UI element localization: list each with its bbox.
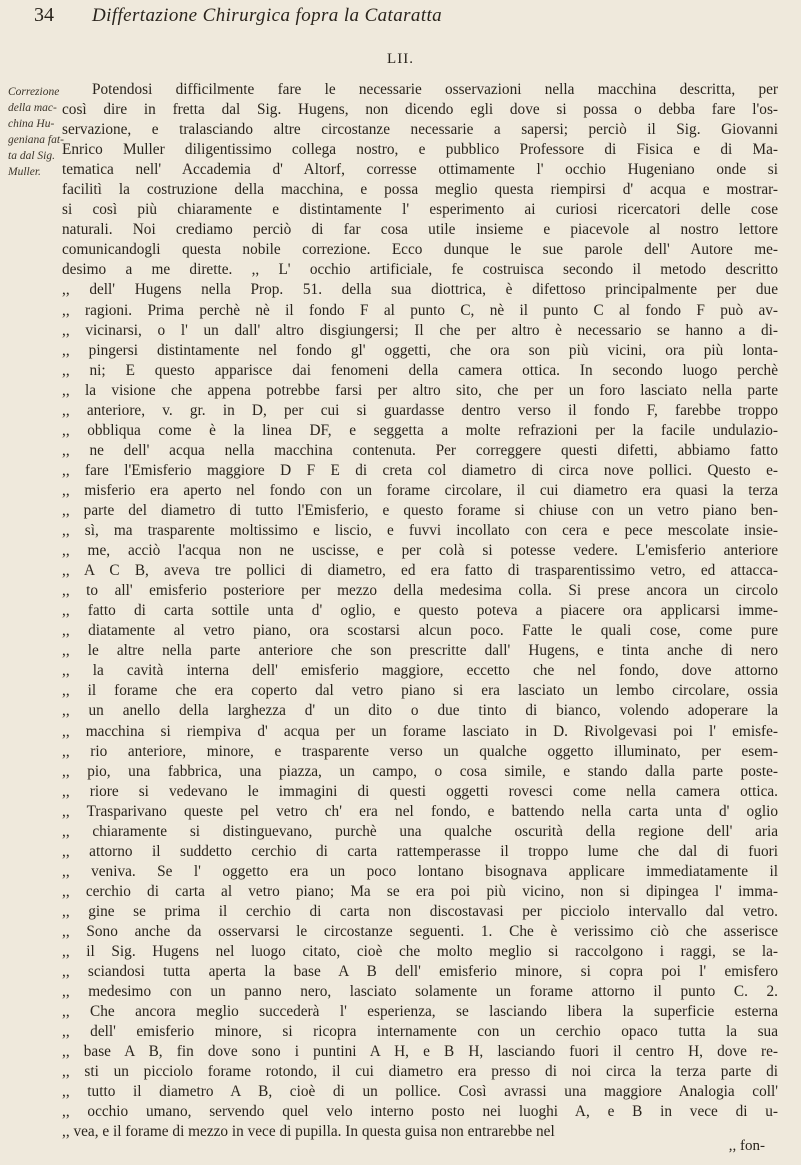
text-line: ,, cerchio di carta al vetro piano; Ma se era poi più vicino, non si dipingea l' imma- (62, 882, 778, 900)
text-line: ,, sì, ma trasparente moltissimo e liscio, e fuvvi incollato con cera e pece mescolate insie- (62, 522, 778, 540)
text-line: ,, gine se prima il cerchio di carta non discostavasi per picciolo intervallo dal vetro. (62, 902, 778, 920)
text-line: Potendosi difficilmente fare le necessarie osservazioni nella macchina descritta, per (92, 81, 778, 98)
text-line: ,, la visione che appena potrebbe farsi per altro sito, che per un foro lasciato nella parte (62, 381, 778, 399)
text-line: si così più chiaramente e distintamente l' esperimento ai curiosi ricercatori delle cose (62, 201, 778, 219)
text-line: comunicandogli questa nobile correzione. Ecco dunque le sue parole dell' Autore me- (62, 241, 778, 259)
text-line: desimo a me dirette. ,, L' occhio artificiale, fe costruisca secondo il metodo descritto (62, 261, 778, 279)
text-line: ,, Sono anche da osservarsi le circostanze seguenti. 1. Che è verissimo ciò che asserisce (62, 922, 778, 940)
text-line: così dire in fretta dal Sig. Hugens, non dicendo egli dove si possa o debba fare l'os- (62, 101, 778, 119)
text-line: ,, vea, e il forame di mezzo in vece di pupilla. In questa guisa non entrarebbe nel (62, 1123, 555, 1141)
text-line: ,, diatamente al vetro piano, ora scostarsi alcun poco. Fatte le quali cose, come pure (62, 622, 778, 640)
body-text (62, 80, 778, 1142)
text-line: ,, A C B, aveva tre pollici di diametro, ed era fatto di trasparentissimo vetro, ed attacca- (62, 562, 778, 580)
text-line: ,, la cavità interna dell' emisferio maggiore, eccetto che nel fondo, dove attorno (62, 662, 778, 680)
margin-note-line: Correzione (8, 86, 60, 98)
text-line: ,, ne dell' acqua nella macchina contenuta. Per correggere questi difetti, abbiamo fatto (62, 441, 778, 459)
text-line: ,, sciandosi tutta aperta la base A B dell' emisferio minore, si copra poi l' emisfero (62, 963, 778, 981)
text-line: ,, ni; E questo apparisce dai fenomeni della camera ottica. In secondo luogo perchè (62, 361, 778, 379)
text-line: ,, pio, una fabbrica, una piazza, un campo, o cosa simile, e stando dalla parte poste- (62, 762, 778, 780)
margin-note-line: della mac- (8, 102, 57, 114)
text-line: ,, fatto di carta sottile unta d' oglio, e questo poteva a piacere ora applicarsi imme- (62, 602, 778, 620)
text-line: ,, il Sig. Hugens nel luogo citato, cioè che molto meglio si raccolgono i raggi, se la- (62, 943, 778, 961)
margin-note-line: Muller. (8, 166, 41, 178)
text-line: ,, il forame che era coperto dal vetro piano si era lasciato un lembo circolare, ossia (62, 682, 778, 700)
text-line: ,, attorno il suddetto cerchio di carta rattemperasse il troppo lume che dal di fuori (62, 842, 778, 860)
text-line: Enrico Muller diligentissimo collega nostro, e pubblico Professore di Fisica e di Ma- (62, 141, 778, 159)
text-line: ,, me, acciò l'acqua non ne uscisse, e per colà si potesse vedere. L'emisferio anteriore (62, 542, 778, 560)
text-line: ,, vicinarsi, o l' un dall' altro disgiungersi; Il che per altro è necessario se hanno a di- (62, 321, 778, 339)
text-line: ,, misferio era aperto nel fondo con un forame circolare, il cui diametro era quasi la terza (62, 481, 778, 499)
text-line: ,, occhio umano, servendo quel velo interno posto nei luoghi A, e B in vece di u- (62, 1103, 778, 1121)
text-line: ,, ragioni. Prima perchè nè il fondo F al punto C, nè il punto C al fondo F può av- (62, 301, 778, 319)
text-line: ,, base A B, fin dove sono i puntini A H, e B H, lasciando fuori il centro H, dove re- (62, 1043, 778, 1061)
text-line: ,, dell' Hugens nella Prop. 51. della sua diottrica, è difettoso principalmente per due (62, 281, 778, 299)
running-head (34, 4, 774, 34)
margin-note-line: geniana fat- (8, 134, 64, 146)
text-line: naturali. Noi crediamo perciò di far cosa utile insieme e piacevole al nostro lettore (62, 221, 778, 239)
text-line: ,, pingersi distintamente nel fondo gl' oggetti, che ora son più vicini, ora più lonta- (62, 341, 778, 359)
text-line: ,, medesimo con un panno nero, lasciato solamente un forame attorno il punto C. 2. (62, 983, 778, 1001)
margin-note (8, 84, 64, 180)
text-line: ,, le altre nella parte anteriore che son prescritte dall' Hugens, e tinta anche di nero (62, 642, 778, 660)
text-line: ,, veniva. Se l' oggetto era un poco lontano bisognava applicare immediatamente il (62, 862, 778, 880)
margin-note-line: ta dal Sig. (8, 150, 55, 162)
text-line: ,, Che ancora meglio succederà l' esperienza, se lasciando libera la superficie esterna (62, 1003, 778, 1021)
text-line: ,, to all' emisferio posteriore per mezzo della medesima colla. Si prese ancora un circolo (62, 582, 778, 600)
text-line: ,, tutto il diametro A B, cioè di un pollice. Così avrassi una maggiore Analogia coll' (62, 1083, 778, 1101)
margin-note-line: china Hu- (8, 118, 55, 130)
text-line: facilitì la costruzione della macchina, e possa meglio questa riempirsi d' acqua e mostrar- (62, 181, 778, 199)
text-line: ,, rio anteriore, minore, e trasparente verso un qualche oggetto illuminato, per esem- (62, 742, 778, 760)
text-line: ,, sti un picciolo forame rotondo, il cui diametro era presso di noi circa la terza parte di (62, 1063, 778, 1081)
text-line: ,, anteriore, v. gr. in D, per cui si guardasse dentro verso il fondo F, farebbe troppo (62, 401, 778, 419)
text-line: ,, macchina si riempiva d' acqua per un forame lasciato in D. Rivolgevasi poi l' emisfe- (62, 722, 778, 740)
running-head-title: Differtazione Chirurgica fopra la Cataratta (92, 5, 443, 26)
text-line: ,, dell' emisferio minore, si ricopra internamente con un cerchio opaco tutta la sua (62, 1023, 778, 1041)
text-line: servazione, e tralasciando altre circostanze necessarie a sapersi; perciò il Sig. Giovanni (62, 121, 778, 139)
text-line: ,, fare l'Emisferio maggiore D F E di creta col diametro di circa nove pollici. Questo e- (62, 461, 778, 479)
text-line: ,, parte del diametro di tutto l'Emisferio, e questo forame si chiuse con un vetro piano ben- (62, 501, 778, 519)
section-number: LII. (387, 51, 414, 67)
text-line: ,, chiaramente si distinguevano, purchè una qualche oscurità della regione dell' aria (62, 822, 778, 840)
catchword: ,, fon- (728, 1138, 765, 1154)
text-line: ,, un anello della larghezza d' un dito o due tinto di bianco, volendo adoperare la (62, 702, 778, 720)
text-line: ,, Trasparivano queste pel vetro ch' era nel fondo, e battendo nella carta unta d' oglio (62, 802, 778, 820)
page-number: 34 (34, 4, 54, 26)
text-line: ,, obbliqua come è la linea DF, e seggetta a molte refrazioni per la facile undulazio- (62, 421, 778, 439)
text-line: ,, riore si vedevano le immagini di questi oggetti rovesci come nella camera ottica. (62, 782, 778, 800)
text-line: tematica nell' Accademia d' Altorf, corresse ottimamente l' occhio Hugeniano onde si (62, 161, 778, 179)
